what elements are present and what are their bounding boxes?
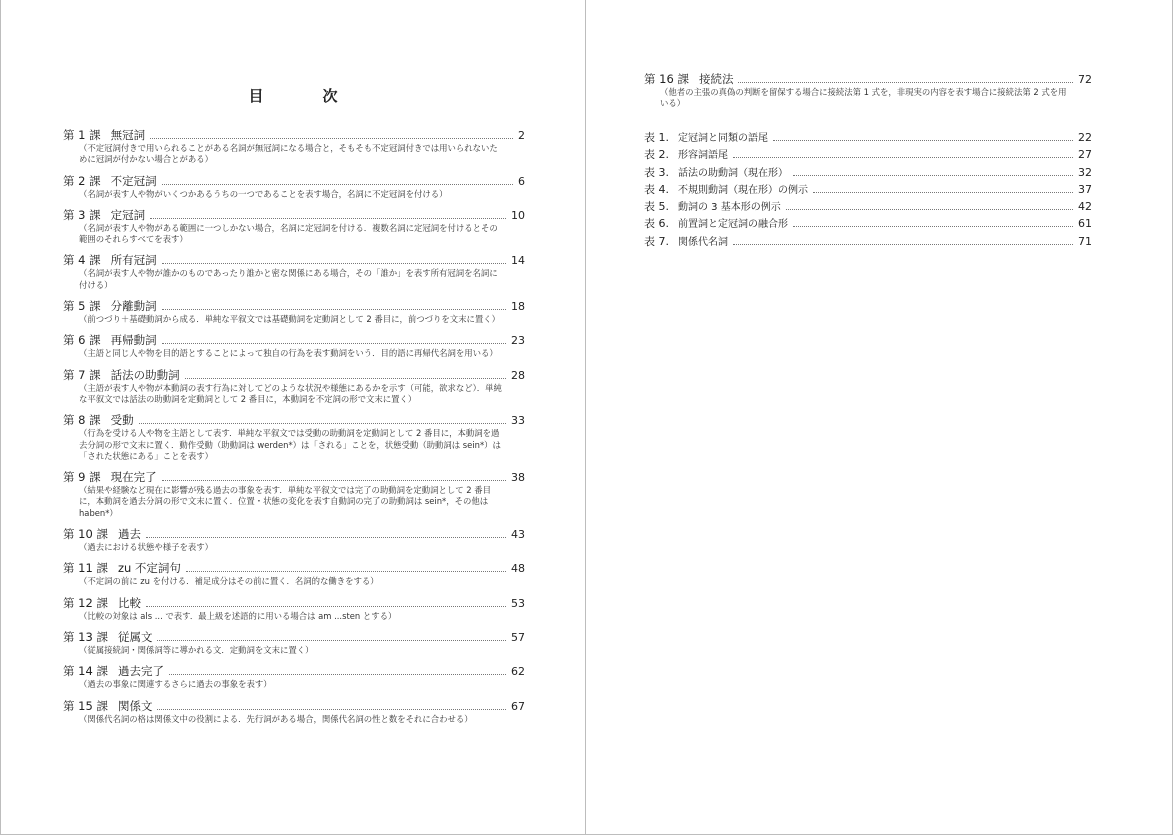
lesson-title: 分離動詞 (110, 299, 157, 314)
dot-leader (733, 157, 1073, 158)
table-title: 不規則動詞（現在形）の例示 (678, 184, 808, 196)
page-number: 48 (511, 562, 525, 576)
dot-leader (157, 709, 506, 710)
dot-leader (186, 571, 506, 572)
page-number: 28 (511, 368, 525, 382)
lesson-title: 現在完了 (110, 470, 157, 485)
toc-tables-list (644, 129, 1092, 250)
lesson-number: 第 6 課 (63, 333, 101, 348)
lesson-description: （不定冠詞付きで用いられることがある名詞が無冠詞になる場合と，そもそも不定冠詞付きでは用いられないために冠詞が付かない場合とがある） (79, 143, 498, 165)
lesson-title: 所有冠詞 (110, 253, 157, 268)
page-number: 23 (511, 334, 525, 348)
page-number: 14 (511, 254, 525, 268)
right-page (586, 0, 1173, 835)
lesson-number: 第 5 課 (63, 299, 101, 314)
table-entry[interactable] (644, 215, 1092, 232)
table-entry[interactable] (644, 129, 1092, 146)
page-number: 2 (518, 129, 525, 142)
dot-leader (162, 309, 506, 310)
lesson-description: （行為を受ける人や物を主語として表す．単純な平叙文では受動の助動詞を定動詞として 2 番目に，本動詞を過去分詞の形で文末に置く．動作受動（助動詞は werden*）は「される」ことを，状態受動（助動詞は sein*）は「された状態にある」ことを表す） (79, 428, 501, 461)
dot-leader (738, 82, 1073, 83)
table-entry[interactable] (644, 198, 1092, 215)
lesson-number: 第 13 課 (63, 629, 108, 644)
page-number: 42 (1078, 200, 1092, 214)
dot-leader (786, 209, 1073, 210)
table-number: 表 2. (644, 148, 669, 162)
page-number: 27 (1078, 148, 1092, 162)
dot-leader (773, 140, 1073, 141)
table-number: 表 6. (644, 217, 669, 231)
lesson-description: （前つづり＋基礎動詞から成る．単純な平叙文では基礎動詞を定動詞として 2 番目に，前つづりを文末に置く） (79, 314, 501, 325)
table-title: 話法の助動詞（現在形） (678, 167, 788, 179)
toc-entry-heading (63, 173, 525, 189)
lesson-number: 第 15 課 (63, 698, 108, 713)
toc-entry[interactable] (63, 629, 525, 656)
toc-entry[interactable] (63, 595, 525, 622)
lesson-description: （比較の対象は als ... で表す．最上級を述語的に用いる場合は am ...sten とする） (79, 610, 397, 621)
lesson-title: 無冠詞 (110, 128, 146, 142)
toc-lessons-list-continued (644, 71, 1092, 133)
table-number: 表 4. (644, 182, 669, 196)
toc-entry[interactable] (63, 526, 525, 553)
toc-entry-heading (63, 629, 525, 645)
toc-entry-heading (63, 367, 525, 383)
lesson-title: 関係文 (117, 698, 153, 713)
lesson-title: 受動 (110, 413, 134, 428)
lesson-description: （名詞が表す人や物が誰かのものであったり誰かと密な関係にある場合，その「誰か」を表す所有冠詞を名詞に付ける） (79, 268, 498, 290)
toc-entry[interactable] (63, 127, 525, 166)
table-entry[interactable] (644, 164, 1092, 181)
lesson-description: （関係代名詞の格は関係文中の役割による．先行詞がある場合，関係代名詞の性と数をそれに合わせる） (79, 713, 473, 724)
page-number: 22 (1078, 131, 1092, 144)
page-number: 53 (511, 596, 525, 610)
page-number: 67 (511, 699, 525, 713)
toc-entry[interactable] (644, 71, 1092, 110)
page-number: 32 (1078, 165, 1092, 179)
toc-entry-heading (63, 252, 525, 268)
lesson-description: （不定詞の前に zu を付ける．補足成分はその前に置く．名詞的な働きをする） (79, 576, 379, 587)
toc-title: 目 次 (248, 87, 360, 105)
lesson-title: 過去 (117, 527, 141, 542)
page-number: 18 (511, 300, 525, 314)
table-title: 動詞の 3 基本形の例示 (678, 202, 781, 214)
lesson-title: 定冠詞 (110, 207, 146, 222)
toc-entry-heading (644, 71, 1092, 87)
lesson-number: 第 14 課 (63, 664, 108, 679)
lesson-title: 再帰動詞 (110, 333, 157, 348)
table-number: 表 7. (644, 234, 669, 248)
toc-entry[interactable] (63, 173, 525, 200)
toc-entry-heading (63, 698, 525, 714)
toc-entry[interactable] (63, 698, 525, 725)
lesson-description: （結果や経験など現在に影響が残る過去の事象を表す．単純な平叙文では完了の助動詞を定動詞として 2 番目に，本動詞を過去分詞の形で文末に置く．位置・状態の変化を表す自動詞の完了の助動詞は sein*，その他は haben*） (79, 485, 491, 518)
toc-entry-heading (63, 560, 525, 576)
toc-entry[interactable] (63, 298, 525, 325)
dot-leader (162, 184, 513, 185)
toc-entry-heading (63, 469, 525, 485)
lesson-description: （主語が表す人や物が本動詞の表す行為に対してどのような状況や様態にあるかを示す（可能，欲求など）．単純な平叙文では話法の助動詞を定動詞として 2 番目に，本動詞を不定詞の形で文末に置く） (79, 382, 502, 404)
lesson-description: （過去の事象に関連するさらに過去の事象を表す） (79, 679, 272, 690)
lesson-title: 過去完了 (117, 664, 164, 679)
dot-leader (733, 244, 1073, 245)
dot-leader (813, 192, 1073, 193)
toc-entry[interactable] (63, 207, 525, 246)
table-number: 表 1. (644, 131, 669, 144)
toc-entry[interactable] (63, 663, 525, 690)
table-title: 関係代名詞 (678, 236, 728, 248)
toc-entry-heading (63, 207, 525, 223)
toc-entry[interactable] (63, 252, 525, 291)
table-entry[interactable] (644, 233, 1092, 250)
page-number: 38 (511, 471, 525, 485)
toc-entry-heading (63, 127, 525, 143)
page-number: 10 (511, 208, 525, 222)
lesson-number: 第 1 課 (63, 128, 101, 142)
toc-entry-heading (63, 298, 525, 314)
lesson-number: 第 9 課 (63, 470, 101, 485)
toc-lessons-list (63, 127, 525, 732)
lesson-title: 話法の助動詞 (110, 367, 180, 382)
toc-entry[interactable] (63, 332, 525, 359)
table-title: 形容詞語尾 (678, 150, 728, 162)
toc-entry-heading (63, 526, 525, 542)
toc-entry[interactable] (63, 560, 525, 587)
left-page (0, 0, 586, 835)
dot-leader (169, 674, 506, 675)
lesson-number: 第 11 課 (63, 561, 108, 576)
lesson-title: 接続法 (698, 72, 734, 86)
dot-leader (162, 343, 506, 344)
lesson-title: 比較 (117, 595, 141, 610)
toc-entry[interactable] (63, 412, 525, 462)
dot-leader (793, 175, 1073, 176)
toc-entry-heading (63, 412, 525, 428)
page-number: 57 (511, 630, 525, 644)
dot-leader (793, 226, 1073, 227)
page-number: 72 (1078, 73, 1092, 86)
dot-leader (162, 480, 506, 481)
lesson-number: 第 2 課 (63, 173, 101, 188)
lesson-number: 第 12 課 (63, 595, 108, 610)
lesson-number: 第 10 課 (63, 527, 108, 542)
lesson-description: （従属接続詞・関係詞等に導かれる文．定動詞を文末に置く） (79, 644, 314, 655)
page-number: 43 (511, 528, 525, 542)
lesson-number: 第 4 課 (63, 253, 101, 268)
table-number: 表 3. (644, 165, 669, 179)
page-number: 37 (1078, 182, 1092, 196)
table-title: 定冠詞と同類の語尾 (678, 133, 768, 144)
toc-entry-heading (63, 332, 525, 348)
lesson-number: 第 16 課 (644, 72, 689, 86)
table-title: 前置詞と定冠詞の融合形 (678, 219, 788, 231)
lesson-description: （過去における状態や様子を表す） (79, 542, 213, 553)
toc-entry[interactable] (63, 469, 525, 519)
page-number: 6 (518, 174, 525, 188)
dot-leader (150, 218, 506, 219)
toc-entry[interactable] (63, 367, 525, 406)
lesson-title: 従属文 (117, 629, 153, 644)
lesson-number: 第 3 課 (63, 207, 101, 222)
lesson-number: 第 7 課 (63, 367, 101, 382)
lesson-title: 不定冠詞 (110, 173, 157, 188)
toc-entry-heading (63, 595, 525, 611)
page-number: 61 (1078, 217, 1092, 231)
dot-leader (162, 263, 506, 264)
dot-leader (185, 378, 506, 379)
table-number: 表 5. (644, 200, 669, 214)
page-number: 33 (511, 414, 525, 428)
lesson-description: （主語と同じ人や物を目的語とすることによって独自の行為を表す動詞をいう．目的語に再帰代名詞を用いる） (79, 348, 498, 359)
table-entry[interactable] (644, 181, 1092, 198)
lesson-description: （他者の主張の真偽の判断を留保する場合に接続法第 1 式を，非現実の内容を表す場合に接続法第 2 式を用いる） (660, 87, 1067, 109)
page-number: 71 (1078, 234, 1092, 248)
lesson-description: （名詞が表す人や物がいくつかあるうちの一つであることを表す場合，名詞に不定冠詞を付ける） (79, 188, 448, 199)
lesson-title: zu 不定詞句 (117, 561, 181, 576)
dot-leader (146, 537, 506, 538)
dot-leader (157, 640, 506, 641)
lesson-description: （名詞が表す人や物がある範囲に一つしかない場合，名詞に定冠詞を付ける．複数名詞に定冠詞を付けるとその範囲のそれらすべてを表す） (79, 222, 498, 245)
table-entry[interactable] (644, 146, 1092, 163)
lesson-number: 第 8 課 (63, 413, 101, 428)
toc-entry-heading (63, 663, 525, 679)
page-number: 62 (511, 665, 525, 679)
dot-leader (139, 423, 506, 424)
dot-leader (146, 606, 506, 607)
dot-leader (150, 138, 513, 139)
